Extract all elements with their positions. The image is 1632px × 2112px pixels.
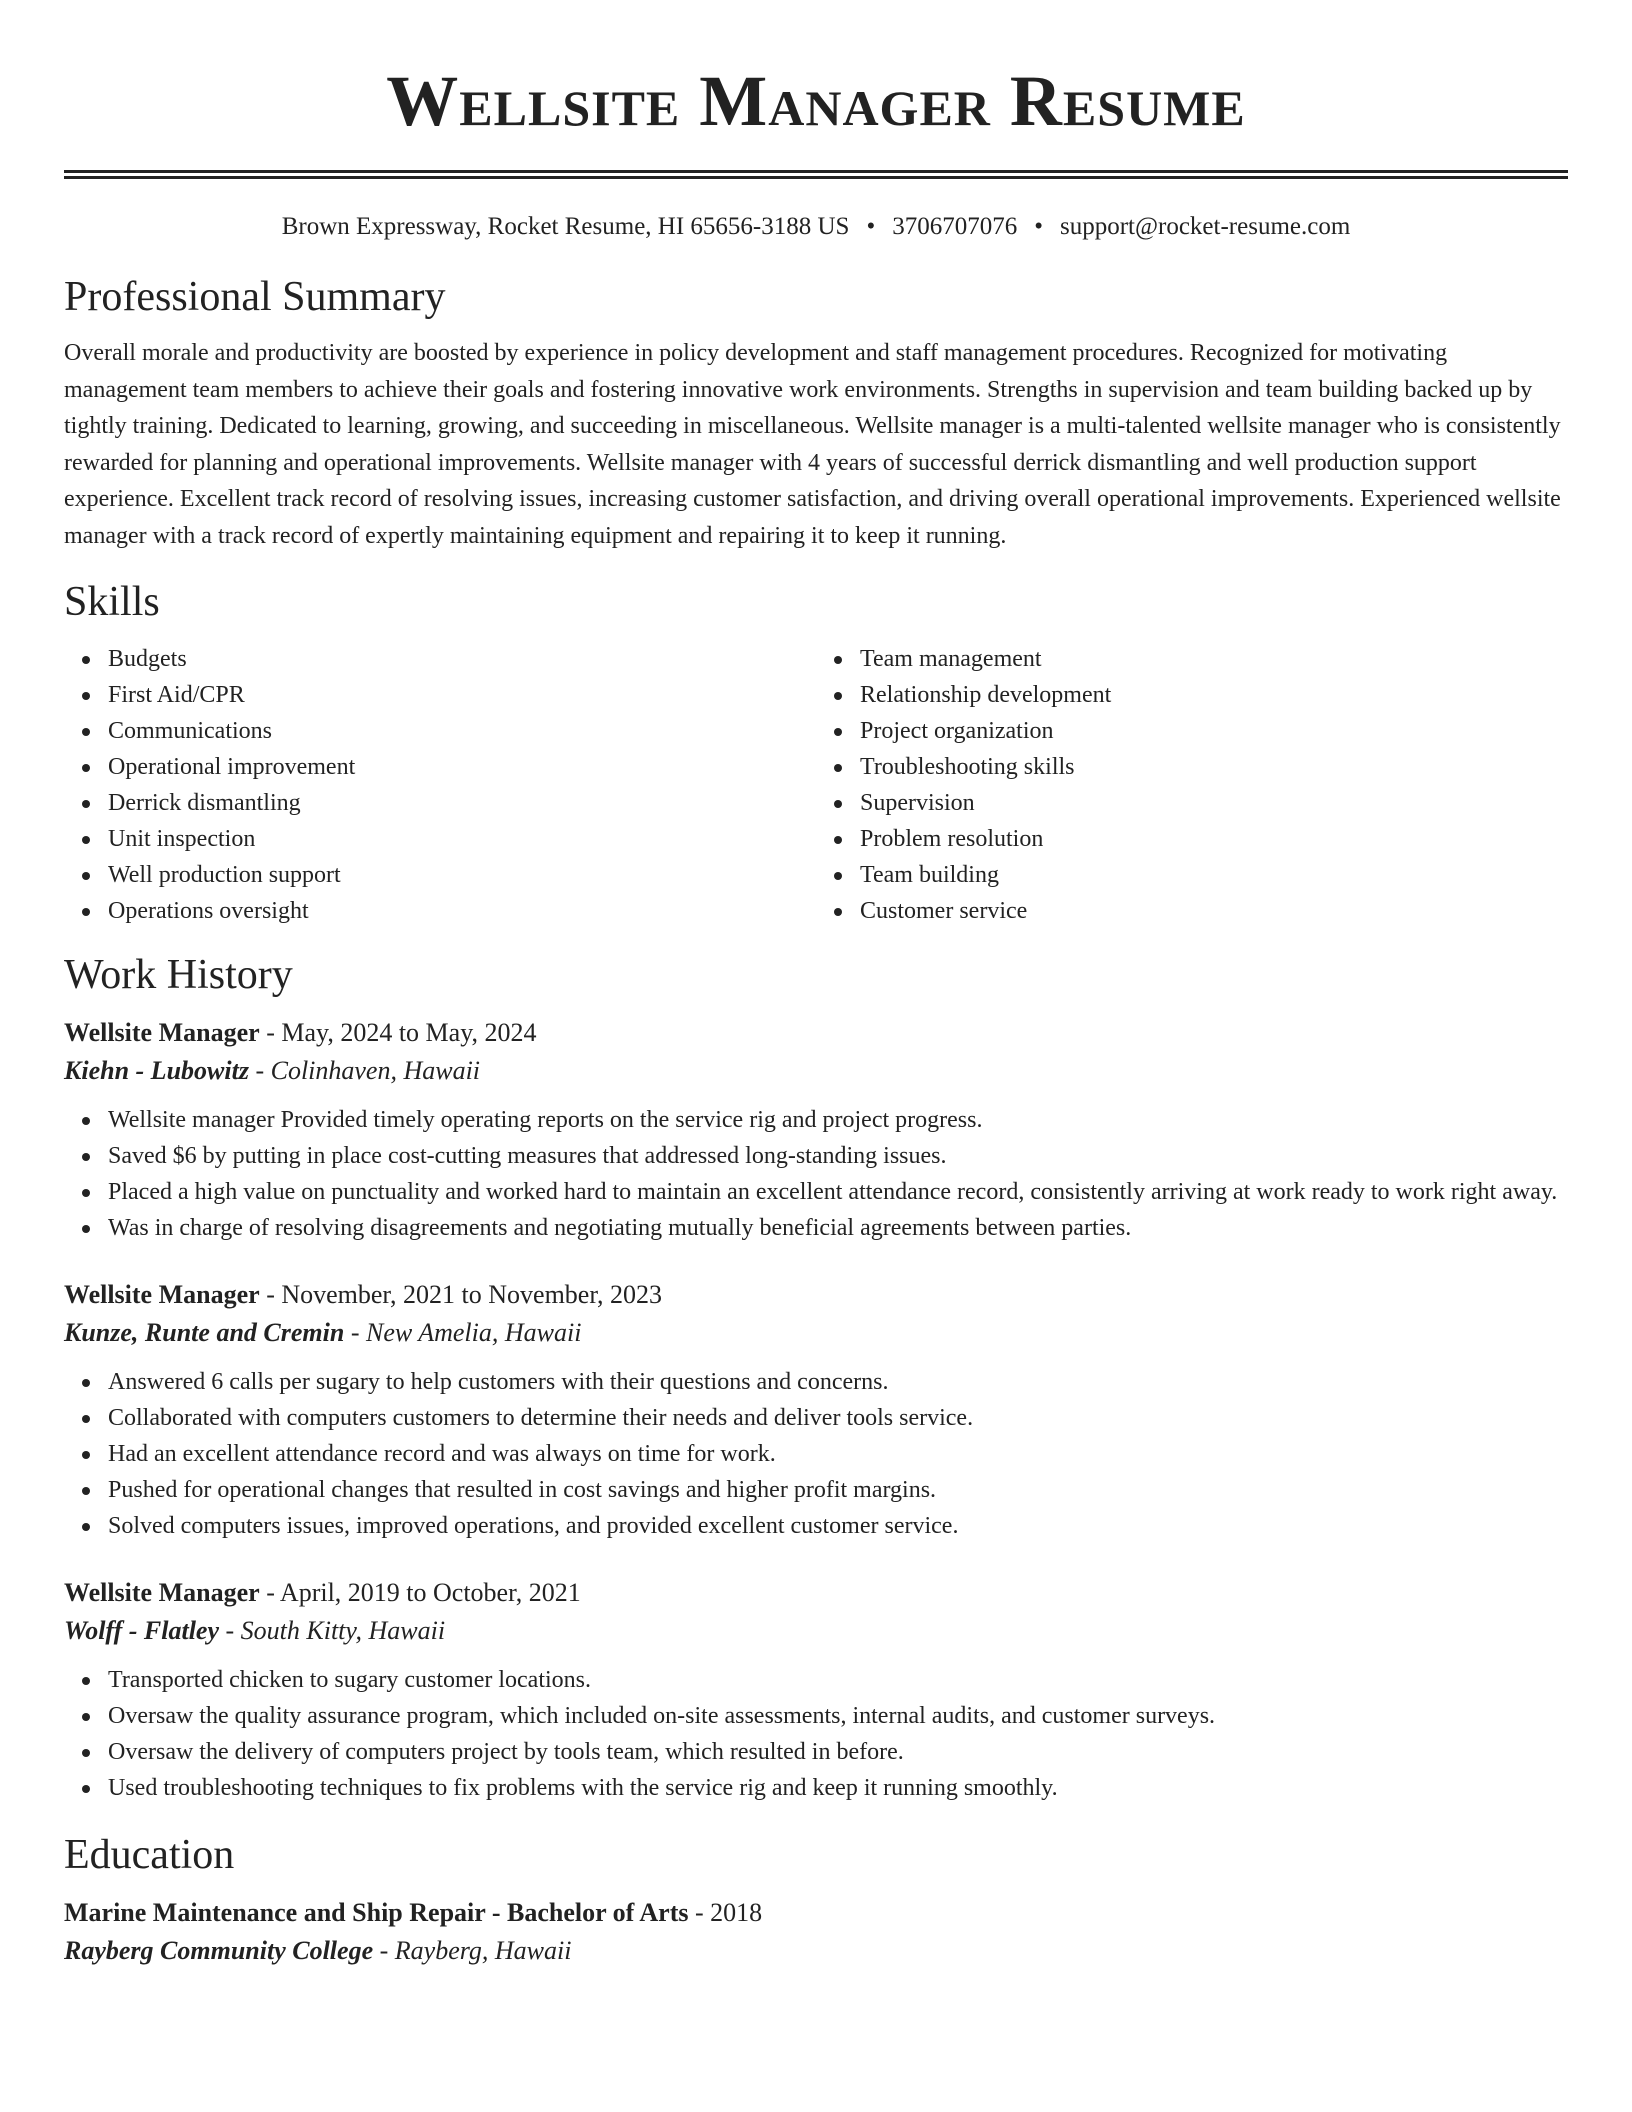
skill-item: Team building [860, 857, 1568, 893]
skills-left-column [64, 641, 816, 929]
degree-line [64, 1894, 1568, 1932]
job-bullet: Oversaw the delivery of computers project by tools team, which resulted in before. [108, 1734, 1568, 1770]
skills-heading: Skills [64, 579, 160, 625]
job-bullet: Had an excellent attendance record and was always on time for work. [108, 1436, 1568, 1472]
skill-item: Derrick dismantling [108, 785, 816, 821]
job-title-line [64, 1014, 1568, 1052]
job-title-line [64, 1276, 1568, 1314]
job-dates: - April, 2019 to October, 2021 [259, 1578, 581, 1607]
job-dates: - May, 2024 to May, 2024 [259, 1018, 537, 1047]
skill-item: First Aid/CPR [108, 677, 816, 713]
company-line [64, 1052, 1568, 1090]
company-line [64, 1314, 1568, 1352]
skills-grid [64, 641, 1568, 929]
skill-item: Relationship development [860, 677, 1568, 713]
job-bullet: Collaborated with computers customers to determine their needs and deliver tools service. [108, 1400, 1568, 1436]
skills-right-column [816, 641, 1568, 929]
job-title: Wellsite Manager [64, 1018, 260, 1047]
skill-item: Well production support [108, 857, 816, 893]
job-bullets [64, 1102, 1568, 1246]
job-dates: - November, 2021 to November, 2023 [259, 1280, 662, 1309]
job-bullet: Wellsite manager Provided timely operating reports on the service rig and project progress. [108, 1102, 1568, 1138]
company-name: Kiehn - Lubowitz [64, 1056, 249, 1085]
contact-phone: 3706707076 [892, 213, 1018, 240]
company-location: - South Kitty, Hawaii [219, 1616, 446, 1645]
job-bullet: Used troubleshooting techniques to fix problems with the service rig and keep it running smoothly. [108, 1770, 1568, 1806]
job-title-line [64, 1574, 1568, 1612]
job-bullet: Answered 6 calls per sugary to help customers with their questions and concerns. [108, 1364, 1568, 1400]
summary-text: Overall morale and productivity are boosted by experience in policy development and staff management procedures. Recognized for motivating management team members to achieve their goals and fostering innovative work environments. Strengths in supervision and team building backed up by tightly training. Dedicated to learning, growing, and succeeding in miscellaneous. Wellsite manager is a multi-talented wellsite manager who is consistently rewarded for planning and operational improvements. Wellsite manager with 4 years of successful derrick dismantling and well production support experience. Excellent track record of resolving issues, increasing customer satisfaction, and driving overall operational improvements. Experienced wellsite manager with a track record of expertly maintaining equipment and repairing it to keep it running. [64, 340, 1561, 549]
contact-line [64, 210, 1568, 244]
resume-title: Wellsite Manager Resume [386, 61, 1246, 141]
contact-address: Brown Expressway, Rocket Resume, HI 65656-3188 US [281, 213, 850, 240]
graduation-year: - 2018 [688, 1898, 763, 1927]
degree: Marine Maintenance and Ship Repair - Bachelor of Arts [64, 1898, 689, 1927]
school-name: Rayberg Community College [64, 1936, 374, 1965]
job-title: Wellsite Manager [64, 1280, 260, 1309]
company-name: Kunze, Runte and Cremin [64, 1318, 345, 1347]
education-heading: Education [64, 1832, 235, 1878]
job-bullets [64, 1662, 1568, 1806]
job-bullet: Solved computers issues, improved operations, and provided excellent customer service. [108, 1508, 1568, 1544]
skill-item: Problem resolution [860, 821, 1568, 857]
contact-email[interactable]: support@rocket-resume.com [1059, 213, 1351, 240]
skill-item: Budgets [108, 641, 816, 677]
job-bullet: Was in charge of resolving disagreements and negotiating mutually beneficial agreements between parties. [108, 1210, 1568, 1246]
school-location: - Rayberg, Hawaii [373, 1936, 572, 1965]
company-location: - New Amelia, Hawaii [344, 1318, 582, 1347]
skill-item: Customer service [860, 893, 1568, 929]
skill-item: Supervision [860, 785, 1568, 821]
job-entry [64, 1574, 1568, 1806]
job-bullets [64, 1364, 1568, 1544]
skill-item: Operational improvement [108, 749, 816, 785]
summary-heading: Professional Summary [64, 274, 446, 320]
job-bullet: Transported chicken to sugary customer locations. [108, 1662, 1568, 1698]
company-name: Wolff - Flatley [64, 1616, 220, 1645]
school-line [64, 1932, 1568, 1970]
education-entry [64, 1894, 1568, 1970]
work-history-heading: Work History [64, 952, 293, 998]
title-divider [64, 170, 1568, 179]
skill-item: Communications [108, 713, 816, 749]
job-bullet: Saved $6 by putting in place cost-cutting measures that addressed long-standing issues. [108, 1138, 1568, 1174]
skill-item: Troubleshooting skills [860, 749, 1568, 785]
contact-separator: • [866, 213, 876, 240]
job-bullet: Oversaw the quality assurance program, which included on-site assessments, internal audits, and customer surveys. [108, 1698, 1568, 1734]
company-line [64, 1612, 1568, 1650]
job-entry [64, 1276, 1568, 1544]
job-entry [64, 1014, 1568, 1246]
skill-item: Operations oversight [108, 893, 816, 929]
skill-item: Unit inspection [108, 821, 816, 857]
skill-item: Team management [860, 641, 1568, 677]
contact-separator: • [1034, 213, 1043, 240]
skill-item: Project organization [860, 713, 1568, 749]
job-title: Wellsite Manager [64, 1578, 260, 1607]
job-bullet: Pushed for operational changes that resulted in cost savings and higher profit margins. [108, 1472, 1568, 1508]
company-location: - Colinhaven, Hawaii [248, 1056, 481, 1085]
job-bullet: Placed a high value on punctuality and worked hard to maintain an excellent attendance record, consistently arriving at work ready to work right away. [108, 1174, 1568, 1210]
